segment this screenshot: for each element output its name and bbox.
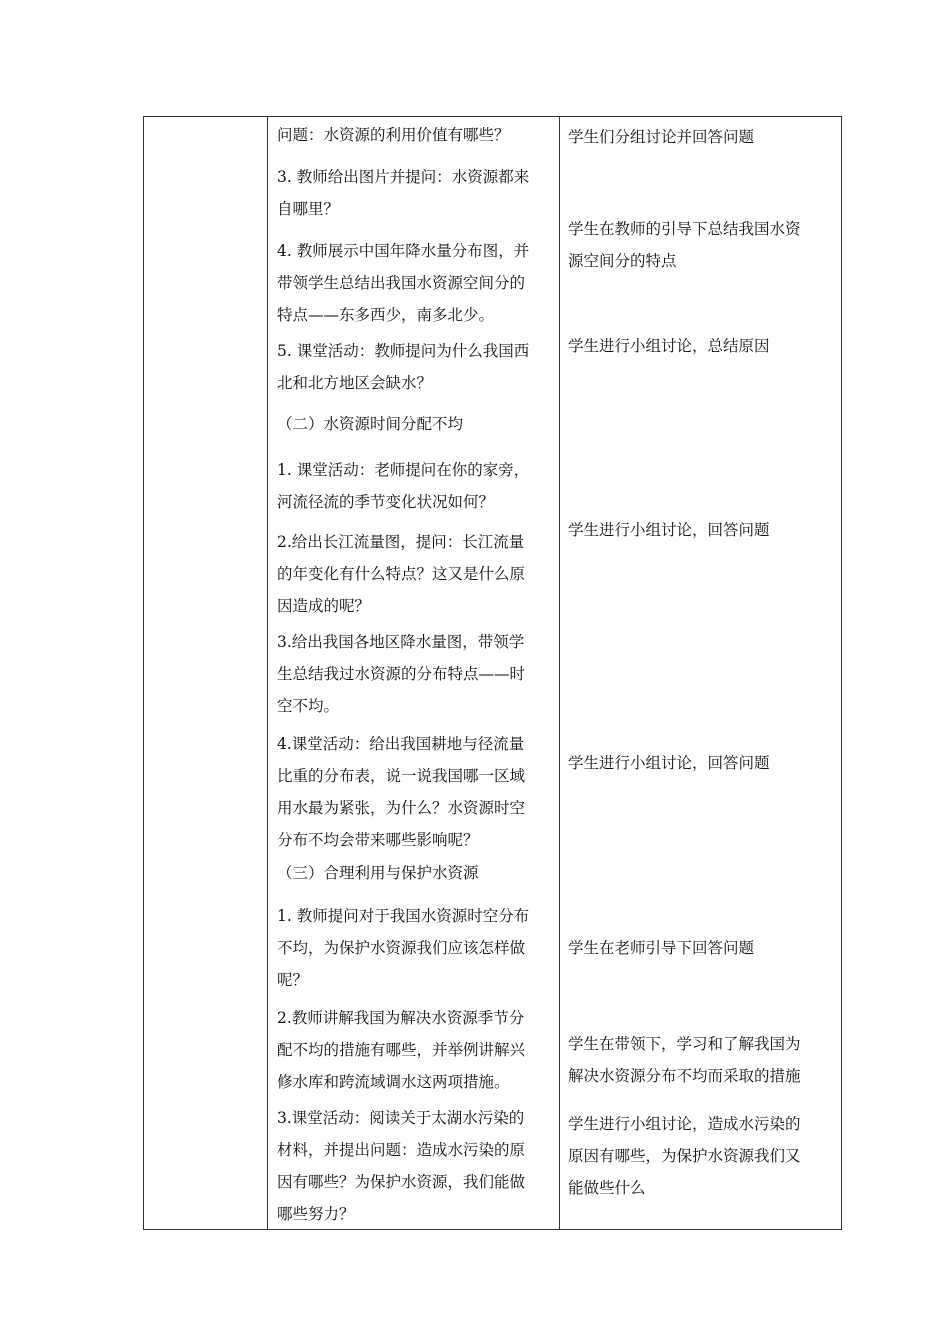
student-activity-3: 学生进行小组讨论，总结原因 xyxy=(568,337,770,355)
teacher-step-5: 1. 课堂活动：老师提问在你的家旁， 河流径流的季节变化状况如何？ xyxy=(277,461,530,511)
student-activity-1: 学生们分组讨论并回答问题 xyxy=(568,128,755,146)
teacher-step-3: 4. 教师展示中国年降水量分布图，并 带领学生总结出我国水资源空间分的 特点——东多西少，南多北少。 xyxy=(277,242,530,324)
lesson-plan-table xyxy=(143,116,842,1230)
section-heading-3: （三）合理利用与保护水资源 xyxy=(277,864,479,882)
teacher-step-11: 3.课堂活动：阅读关于太湖水污染的 材料，并提出问题：造成水污染的原 因有哪些？为保护水资源，我们能做 哪些努力？ xyxy=(277,1109,526,1223)
student-activity-8: 学生进行小组讨论，造成水污染的 原因有哪些，为保护水资源我们又 能做些什么 xyxy=(568,1115,801,1197)
student-activity-5: 学生进行小组讨论，回答问题 xyxy=(568,754,770,772)
column-divider-1 xyxy=(267,117,268,1229)
teacher-step-2: 3. 教师给出图片并提问：水资源都来 自哪里？ xyxy=(277,168,530,218)
teacher-step-8: 4.课堂活动：给出我国耕地与径流量 比重的分布表，说一说我国哪一区域 用水最为紧张，为什么？水资源时空 分布不均会带来哪些影响呢？ xyxy=(277,735,526,849)
teacher-step-4: 5. 课堂活动：教师提问为什么我国西 北和北方地区会缺水？ xyxy=(277,342,530,392)
student-activity-6: 学生在老师引导下回答问题 xyxy=(568,939,755,957)
section-heading-2: （二）水资源时间分配不均 xyxy=(277,415,464,433)
student-activity-7: 学生在带领下，学习和了解我国为 解决水资源分布不均而采取的措施 xyxy=(568,1035,801,1085)
teacher-step-6: 2.给出长江流量图，提问：长江流量 的年变化有什么特点？这又是什么原 因造成的呢？ xyxy=(277,533,526,615)
teacher-step-7: 3.给出我国各地区降水量图，带领学 生总结我过水资源的分布特点——时 空不均。 xyxy=(277,633,526,715)
student-activity-2: 学生在教师的引导下总结我国水资 源空间分的特点 xyxy=(568,220,801,270)
student-activity-4: 学生进行小组讨论，回答问题 xyxy=(568,521,770,539)
column-divider-2 xyxy=(559,117,560,1229)
teacher-step-9: 1. 教师提问对于我国水资源时空分布 不均，为保护水资源我们应该怎样做 呢？ xyxy=(277,907,530,989)
teacher-step-10: 2.教师讲解我国为解决水资源季节分 配不均的措施有哪些，并举例讲解兴 修水库和跨流域调水这两项措施。 xyxy=(277,1009,526,1091)
teacher-step-1: 问题：水资源的利用价值有哪些？ xyxy=(277,126,510,144)
